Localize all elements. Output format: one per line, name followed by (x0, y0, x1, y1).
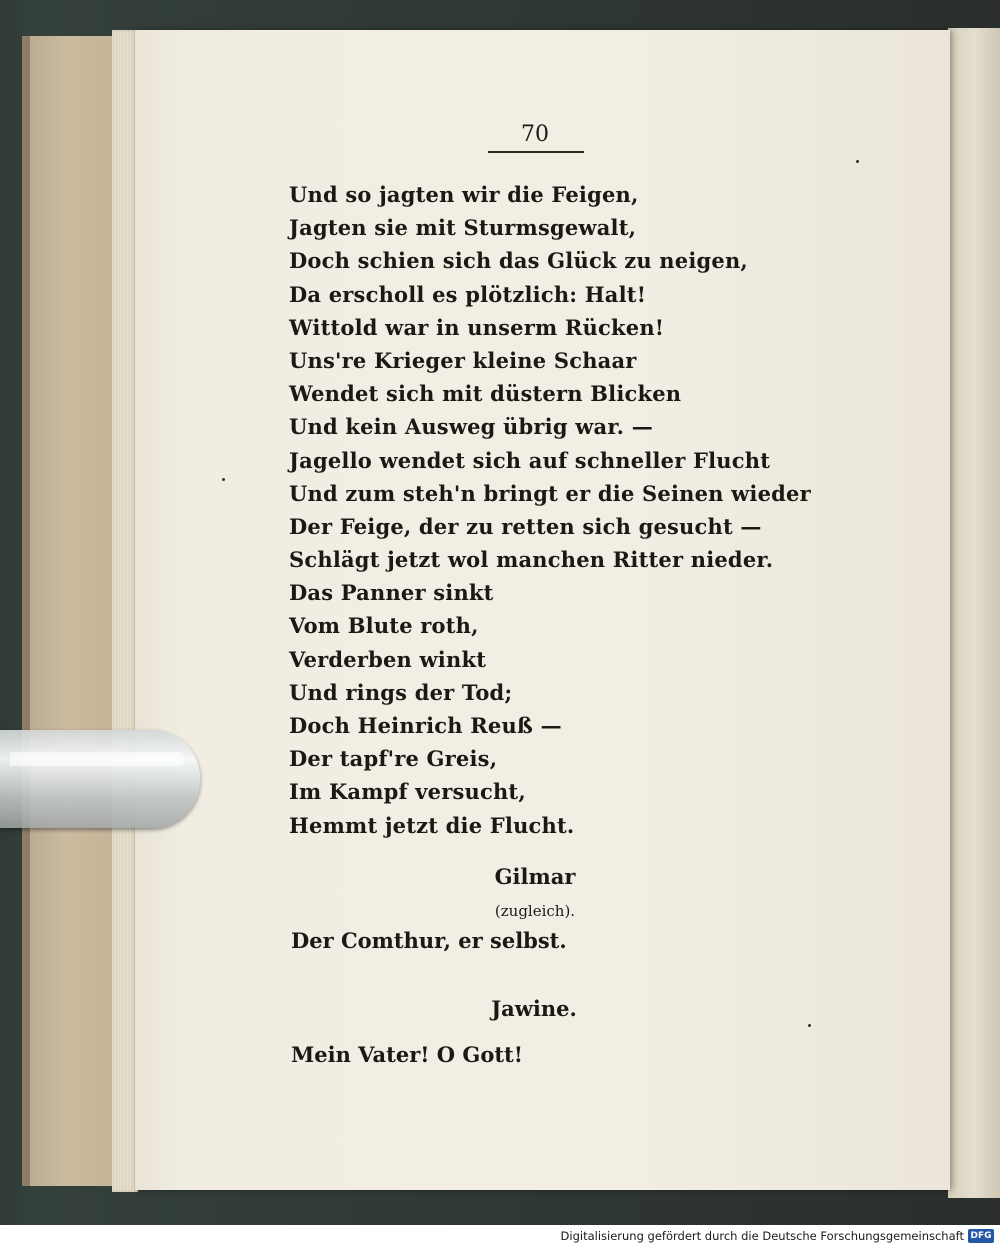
verse-line: Jagten sie mit Sturmsgewalt, (289, 215, 637, 241)
dialogue-line: Mein Vater! O Gott! (291, 1042, 523, 1067)
verse-line: Jagello wendet sich auf schneller Flucht (289, 447, 771, 473)
verse-line: Doch schien sich das Glück zu neigen, (289, 248, 748, 274)
dfg-logo: DFG (968, 1229, 994, 1243)
verse-line: Und so jagten wir die Feigen, (289, 182, 639, 207)
verse-block (289, 178, 811, 842)
book-spine-edge (22, 36, 30, 1186)
verse-line: Schlägt jetzt wol manchen Ritter nieder. (289, 547, 774, 573)
speaker-name: Gilmar (494, 864, 576, 889)
verse-line: Doch Heinrich Reuß — (289, 713, 562, 738)
verse-line: Im Kampf versucht, (289, 779, 526, 805)
verse-line: Verderben winkt (289, 646, 487, 672)
funding-credit: Digitalisierung gefördert durch die Deutsche Forschungsgemeinschaft (560, 1229, 964, 1243)
verse-line: Wittold war in unserm Rücken! (289, 314, 665, 340)
paper-speck (808, 1024, 811, 1027)
dialogue-line: Der Comthur, er selbst. (291, 928, 567, 953)
paper-speck (222, 478, 225, 481)
page-number: 70 (521, 122, 549, 147)
verse-line: Uns're Krieger kleine Schaar (289, 347, 637, 373)
verse-line: Und kein Ausweg übrig war. — (289, 414, 653, 440)
speaker-name: Jawine. (491, 996, 577, 1021)
verse-line: Der Feige, der zu retten sich gesucht — (289, 513, 762, 539)
stage-direction: (zugleich). (494, 902, 576, 920)
facing-page-edge (948, 28, 1000, 1198)
glass-page-clip (0, 730, 200, 828)
verse-line: Da erscholl es plötzlich: Halt! (289, 281, 647, 307)
paper-speck (856, 160, 859, 163)
verse-line: Vom Blute roth, (289, 613, 479, 639)
verse-line: Der tapf're Greis, (289, 746, 498, 772)
verse-line: Und rings der Tod; (289, 679, 513, 705)
footer-bar (0, 1225, 1000, 1247)
verse-line: Das Panner sinkt (289, 580, 494, 606)
glass-page-clip-shine (10, 752, 185, 766)
verse-line: Hemmt jetzt die Flucht. (289, 812, 575, 838)
verse-line: Wendet sich mit düstern Blicken (289, 381, 682, 407)
verse-line: Und zum steh'n bringt er die Seinen wieder (289, 480, 811, 506)
page-number-rule (488, 151, 584, 153)
